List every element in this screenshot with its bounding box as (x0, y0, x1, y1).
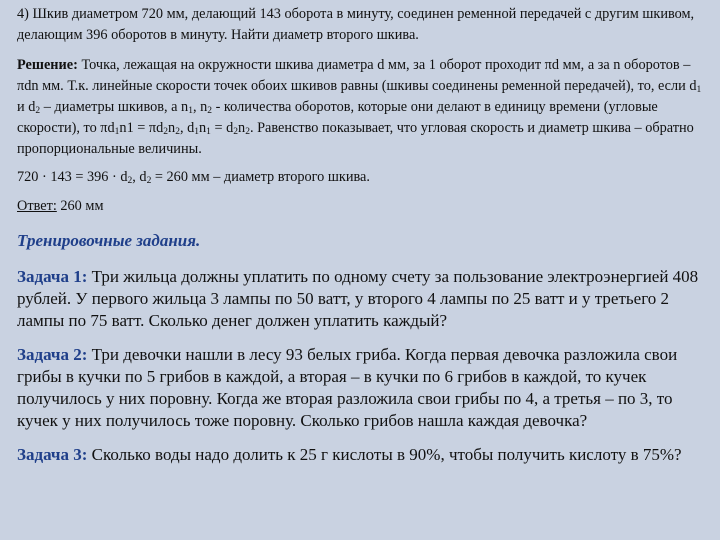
subscript: 2 (175, 127, 180, 137)
subscript: 1 (114, 127, 120, 137)
problem-statement (17, 4, 712, 46)
answer-value: 260 мм (56, 198, 104, 214)
solution-text: = d (210, 120, 234, 136)
solution-label: Решение: (17, 57, 78, 73)
subscript: 2 (233, 127, 239, 137)
subscript: 1 (188, 106, 193, 116)
solution-text: - количества оборотов, которые они делают в единицу времени (угловые скорости), то πd (17, 99, 658, 136)
calc-text: = 260 мм – диаметр второго шкива. (151, 169, 370, 185)
solution-text: n1 = πd (119, 120, 164, 136)
answer-label: Ответ: (17, 198, 57, 214)
task-3-text: Сколько воды надо долить к 25 г кислоты в 90%, чтобы получить кислоту в 75%? (87, 445, 682, 464)
subscript: 2 (207, 106, 213, 116)
solution-text: , n (192, 99, 208, 115)
subscript: 2 (163, 127, 169, 137)
solution-text: n (199, 120, 207, 136)
problem-text: 4) Шкив диаметром 720 мм, делающий 143 оборота в минуту, соединен ременной передачей с другим шкивом, делающим 396 оборотов в минуту. Найти диаметр второго шкива. (17, 6, 695, 43)
solution-text: и d (17, 99, 36, 115)
solution-text: – диаметры шкивов, а n (40, 99, 189, 115)
task-3 (17, 444, 712, 466)
training-tasks-title: Тренировочные задания. (17, 231, 201, 250)
solution-text: n (168, 120, 176, 136)
subscript: 2 (146, 176, 152, 186)
task-1 (17, 266, 712, 332)
solution-text: n (238, 120, 246, 136)
task-2 (17, 344, 712, 432)
task-1-text: Три жильца должны уплатить по одному счету за пользование электроэнергией 408 рублей. У первого жильца 3 лампы по 50 ватт, у второго 4 лампы по 25 ватт и у третьего 2 лампы по 75 ватт. Сколько денег должен уплатить каждый? (17, 267, 699, 330)
task-3-label: Задача 3: (17, 445, 88, 464)
solution-paragraph (17, 55, 712, 160)
solution-text: , d (179, 120, 195, 136)
task-2-label: Задача 2: (17, 345, 88, 364)
answer-line (17, 196, 712, 217)
subscript: 1 (206, 127, 211, 137)
calculation-line (17, 167, 712, 188)
subscript: 2 (127, 176, 133, 186)
calc-text: , d (132, 169, 147, 185)
solution-text: . Равенство показывает, что угловая скорость и диаметр шкива – обратно пропорциональные величины. (17, 120, 694, 157)
task-1-label: Задача 1: (17, 267, 88, 286)
subscript: 2 (35, 106, 41, 116)
subscript: 1 (696, 85, 702, 95)
subscript: 1 (194, 127, 199, 137)
calc-text: 720 · 143 = 396 · d (17, 169, 128, 185)
task-2-text: Три девочки нашли в лесу 93 белых гриба. Когда первая девочка разложила свои грибы в кучки по 5 грибов в каждой, а вторая – в кучки по 6 грибов в каждой, то кучек получилось у них поровну. Когда же вторая разложила свои грибы по 4, а третья – по 3, то кучек у них получилось тоже поровну. Сколько грибов нашла каждая девочка? (17, 345, 678, 430)
subscript: 2 (245, 127, 250, 137)
solution-text: Точка, лежащая на окружности шкива диаметра d мм, за 1 оборот проходит πd мм, а за n оборотов – πdn мм. Т.к. линейные скорости точек обоих шкивов равны (шкивы соединены ременной передачей), то, если d (17, 57, 697, 94)
